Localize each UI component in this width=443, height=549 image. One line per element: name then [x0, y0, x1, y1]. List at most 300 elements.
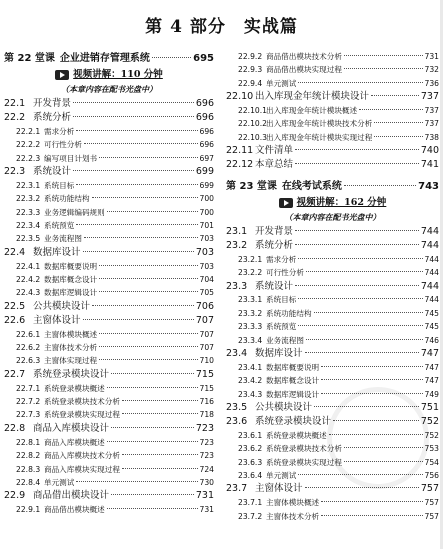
entry-number: 22.9.4	[238, 78, 263, 88]
toc-subsection-entry[interactable]	[226, 320, 439, 333]
entry-page: 744	[424, 268, 439, 278]
entry-number: 22.4.3	[16, 288, 41, 298]
toc-subsection-entry[interactable]	[4, 179, 214, 192]
entry-page: 706	[195, 300, 214, 312]
leader-dots	[76, 130, 197, 131]
toc-section-entry[interactable]	[226, 158, 439, 172]
entry-page: 723	[195, 422, 214, 434]
toc-section-entry[interactable]	[226, 90, 439, 104]
toc-subsection-entry[interactable]	[4, 395, 214, 408]
leader-dots	[83, 251, 194, 252]
entry-page: 710	[199, 356, 214, 366]
leader-dots	[295, 230, 419, 231]
entry-page: 723	[199, 451, 214, 461]
entry-number: 22.6.3	[16, 356, 41, 366]
entry-title: 商品入库模块设计	[33, 422, 110, 434]
entry-page: 746	[424, 335, 439, 345]
chapter-number: 第 22 堂课	[4, 53, 55, 64]
toc-subsection-entry[interactable]	[4, 476, 214, 489]
entry-number: 22.8.2	[16, 451, 41, 461]
entry-page: 715	[199, 383, 214, 393]
entry-page: 737	[424, 106, 439, 116]
entry-number: 23.6.2	[238, 444, 263, 454]
entry-page: 754	[424, 457, 439, 467]
entry-number: 22.3.2	[16, 194, 41, 204]
entry-page: 703	[199, 234, 214, 244]
leader-dots	[344, 185, 416, 186]
cd-note: （本章内容在配书光盘中）	[61, 84, 157, 94]
entry-page: 744	[420, 239, 439, 251]
entry-page: 744	[424, 295, 439, 305]
entry-title: 数据库逻辑设计	[44, 288, 98, 298]
leader-dots	[76, 184, 197, 185]
entry-number: 22.2.3	[16, 153, 41, 163]
entry-number: 23.3.4	[238, 335, 263, 345]
entry-page: 707	[199, 329, 214, 339]
entry-number: 22.10	[226, 91, 254, 103]
video-link[interactable]	[226, 195, 439, 210]
entry-number: 22.1	[4, 98, 26, 109]
toc-section-entry[interactable]	[4, 368, 214, 382]
entry-number: 23.4.1	[238, 362, 263, 372]
leader-dots	[298, 258, 422, 259]
entry-page: 745	[424, 308, 439, 318]
video-link[interactable]	[4, 67, 214, 82]
entry-number: 22.12	[226, 159, 254, 171]
leader-dots	[76, 224, 197, 225]
entry-page: 747	[424, 376, 439, 386]
entry-title: 主窗体技术分析	[266, 511, 320, 521]
toc-section-entry[interactable]	[226, 482, 439, 496]
leader-dots	[92, 305, 194, 306]
leader-dots	[305, 487, 419, 488]
toc-subsection-entry[interactable]	[4, 219, 214, 232]
leader-dots	[76, 481, 197, 482]
entry-page: 731	[199, 505, 214, 515]
toc-subsection-entry[interactable]	[4, 273, 214, 286]
entry-number: 23.3	[226, 280, 248, 292]
entry-page: 701	[199, 221, 214, 231]
leader-dots	[99, 157, 197, 158]
entry-number: 22.8.3	[16, 464, 41, 474]
toc-subsection-entry[interactable]	[4, 341, 214, 354]
toc-subsection-entry[interactable]	[226, 131, 439, 144]
entry-title: 出入库现金年统计模块技术分析	[266, 119, 373, 129]
entry-title: 文件清单	[255, 145, 294, 157]
entry-page: 716	[199, 397, 214, 407]
toc-list-left	[4, 97, 214, 517]
toc-subsection-entry[interactable]	[4, 382, 214, 395]
entry-title: 可行性分析	[266, 268, 304, 278]
chapter-page: 743	[418, 181, 439, 193]
toc-subsection-entry[interactable]	[226, 266, 439, 279]
entry-number: 22.10.3	[238, 132, 267, 142]
entry-number: 22.7.3	[16, 410, 41, 420]
chapter-page: 695	[193, 53, 214, 64]
entry-title: 单元测试	[266, 471, 297, 481]
toc-subsection-entry[interactable]	[4, 232, 214, 245]
toc-section-entry[interactable]	[4, 300, 214, 314]
leader-dots	[111, 427, 194, 428]
entry-page: 731	[424, 52, 439, 61]
entry-page: 751	[420, 402, 439, 414]
entry-title: 业务流程图	[266, 335, 304, 345]
toc-section-entry[interactable]	[4, 97, 214, 111]
part-title: 第 4 部分 实战篇	[145, 17, 298, 37]
toc-subsection-entry[interactable]	[226, 50, 439, 63]
entry-title: 业务流程图	[44, 234, 82, 244]
chapter-title: 在线考试系统	[281, 181, 342, 193]
leader-dots	[374, 136, 422, 137]
entry-title: 数据库设计	[255, 348, 303, 360]
entry-number: 22.6	[4, 314, 26, 326]
entry-title: 出入库现金年统计模块实现过程	[266, 132, 373, 142]
entry-title: 开发背景	[255, 226, 294, 238]
leader-dots	[359, 109, 422, 110]
entry-page: 752	[420, 415, 439, 427]
entry-title: 主窗体技术分析	[44, 343, 98, 353]
leader-dots	[344, 68, 423, 69]
toc-section-entry[interactable]	[4, 489, 214, 503]
entry-page: 732	[424, 65, 439, 75]
entry-title: 主窗体模块概述	[44, 329, 98, 339]
leader-dots	[99, 359, 197, 360]
entry-number: 22.5	[4, 300, 26, 312]
leader-dots	[344, 55, 423, 56]
leader-dots	[107, 441, 198, 442]
leader-dots	[122, 413, 198, 414]
entry-title: 系统功能结构	[44, 194, 90, 204]
entry-title: 系统预览	[44, 221, 75, 231]
entry-number: 23.6.3	[238, 457, 263, 467]
entry-page: 731	[195, 490, 214, 502]
entry-title: 商品借出模块设计	[33, 490, 110, 502]
video-duration: 视频讲解：162 分钟	[296, 197, 387, 209]
leader-dots	[306, 339, 423, 340]
toc-section-entry[interactable]	[226, 239, 439, 253]
leader-dots	[321, 501, 422, 502]
toc-subsection-entry[interactable]	[4, 192, 214, 205]
toc-subsection-entry[interactable]	[4, 328, 214, 341]
leader-dots	[122, 454, 198, 455]
entry-title: 商品入库模块实现过程	[44, 464, 120, 474]
leader-dots	[371, 95, 419, 96]
entry-number: 22.3.3	[16, 207, 41, 217]
entry-title: 系统设计	[33, 165, 72, 177]
toc-subsection-entry[interactable]	[4, 463, 214, 476]
entry-title: 主窗体设计	[33, 314, 81, 326]
entry-title: 单元测试	[266, 78, 297, 88]
toc-section-entry[interactable]	[226, 280, 439, 294]
entry-title: 系统登录模块概述	[44, 383, 105, 393]
chapter-heading[interactable]	[226, 178, 439, 195]
entry-number: 22.3.5	[16, 234, 41, 244]
entry-number: 23.4.3	[238, 389, 263, 399]
entry-title: 商品入库模块概述	[44, 437, 105, 447]
entry-title: 主窗体实现过程	[44, 356, 98, 366]
entry-page: 700	[199, 207, 214, 217]
entry-title: 公共模块设计	[255, 402, 313, 414]
entry-page: 700	[199, 194, 214, 204]
entry-page: 707	[199, 343, 214, 353]
entry-title: 系统登录模块实现过程	[44, 410, 120, 420]
entry-page: 744	[424, 254, 439, 264]
entry-number: 23.2	[226, 239, 248, 251]
entry-title: 系统分析	[255, 239, 294, 251]
video-duration: 视频讲解：110 分钟	[73, 69, 163, 80]
entry-page: 696	[195, 111, 214, 123]
toc-subsection-entry[interactable]	[4, 503, 214, 516]
entry-title: 系统预览	[266, 322, 297, 332]
entry-title: 系统设计	[255, 280, 294, 292]
entry-page: 703	[199, 261, 214, 271]
leader-dots	[298, 325, 422, 326]
toc-section-entry[interactable]	[226, 347, 439, 361]
entry-number: 22.4.1	[16, 261, 41, 271]
entry-number: 22.8.1	[16, 437, 41, 447]
entry-number: 22.7.1	[16, 383, 41, 393]
entry-title: 数据库概要说明	[44, 261, 98, 271]
entry-title: 系统登录模块技术分析	[44, 397, 120, 407]
leader-dots	[107, 387, 198, 388]
chapter-title: 企业进销存管理系统	[59, 53, 150, 64]
video-icon	[55, 70, 69, 80]
leader-dots	[107, 211, 198, 212]
entry-page: 747	[420, 348, 439, 360]
toc-subsection-entry[interactable]	[226, 361, 439, 374]
entry-number: 22.9	[4, 490, 26, 502]
toc-subsection-entry[interactable]	[226, 104, 439, 117]
entry-number: 23.2.2	[238, 268, 263, 278]
entry-title: 需求分析	[44, 126, 75, 136]
toc-section-entry[interactable]	[4, 422, 214, 436]
chapter-heading[interactable]	[4, 50, 214, 67]
toc-subsection-entry[interactable]	[226, 496, 439, 509]
toc-subsection-entry[interactable]	[4, 408, 214, 421]
entry-page: 744	[420, 226, 439, 238]
toc-subsection-entry[interactable]	[4, 138, 214, 151]
leader-dots	[84, 237, 198, 238]
entry-title: 系统登录模块概述	[266, 430, 327, 440]
entry-number: 23.3.3	[238, 322, 263, 332]
entry-page: 737	[424, 119, 439, 129]
entry-number: 22.3.1	[16, 180, 41, 190]
entry-page: 747	[424, 362, 439, 372]
entry-page: 703	[195, 246, 214, 258]
leader-dots	[374, 122, 422, 123]
toc-column-left	[4, 50, 214, 517]
entry-title: 主窗体模块概述	[266, 498, 320, 508]
chapter-number: 第 23 堂课	[226, 181, 277, 193]
toc-subsection-entry[interactable]	[4, 354, 214, 367]
toc-subsection-entry[interactable]	[226, 293, 439, 306]
toc-subsection-entry[interactable]	[4, 260, 214, 273]
entry-title: 开发背景	[33, 98, 72, 109]
toc-subsection-entry[interactable]	[226, 510, 439, 523]
entry-page: 741	[420, 159, 439, 171]
entry-page: 749	[424, 389, 439, 399]
entry-title: 数据库逻辑设计	[266, 389, 320, 399]
toc-section-entry[interactable]	[4, 246, 214, 260]
leader-dots	[99, 333, 197, 334]
toc-subsection-entry[interactable]	[226, 307, 439, 320]
toc-subsection-entry[interactable]	[4, 436, 214, 449]
entry-title: 系统登录模块实现过程	[266, 457, 342, 467]
entry-number: 23.3.1	[238, 295, 263, 305]
entry-page: 736	[424, 78, 439, 88]
leader-dots	[295, 285, 419, 286]
entry-number: 23.5	[226, 402, 248, 414]
toc-subsection-entry[interactable]	[226, 253, 439, 266]
entry-page: 718	[199, 410, 214, 420]
entry-number: 23.2.1	[238, 254, 263, 264]
entry-number: 23.1	[226, 226, 248, 238]
entry-number: 22.8.4	[16, 477, 41, 487]
leader-dots	[83, 319, 194, 320]
entry-page: 699	[195, 165, 214, 177]
leader-dots	[295, 244, 419, 245]
entry-number: 23.4.2	[238, 376, 263, 386]
leader-dots	[122, 400, 198, 401]
toc-subsection-entry[interactable]	[4, 286, 214, 299]
entry-page: 723	[199, 437, 214, 447]
entry-title: 出入库现金年统计模块设计	[255, 91, 370, 103]
entry-title: 需求分析	[266, 254, 297, 264]
toc-section-entry[interactable]	[4, 165, 214, 179]
entry-number: 22.4	[4, 246, 26, 258]
leader-dots	[84, 143, 198, 144]
entry-number: 22.9.2	[238, 52, 263, 61]
entry-number: 23.4	[226, 348, 248, 360]
leader-dots	[73, 116, 194, 117]
entry-title: 可行性分析	[44, 140, 82, 150]
entry-number: 22.2	[4, 111, 26, 123]
entry-page: 757	[424, 511, 439, 521]
toc-subsection-entry[interactable]	[226, 334, 439, 347]
entry-title: 数据库设计	[33, 246, 81, 258]
leader-dots	[298, 298, 422, 299]
entry-page: 757	[420, 483, 439, 495]
entry-title: 主窗体设计	[255, 483, 303, 495]
leader-dots	[73, 102, 194, 103]
entry-title: 商品入库模块技术分析	[44, 451, 120, 461]
entry-number: 22.2.2	[16, 140, 41, 150]
entry-number: 22.9.3	[238, 65, 263, 75]
entry-title: 系统目标	[266, 295, 297, 305]
entry-title: 数据库概念设计	[266, 376, 320, 386]
toc-subsection-entry[interactable]	[4, 449, 214, 462]
entry-page: 737	[420, 91, 439, 103]
entry-number: 22.8	[4, 422, 26, 434]
toc-subsection-entry[interactable]	[4, 206, 214, 219]
entry-number: 22.2.1	[16, 126, 41, 136]
leader-dots	[295, 149, 419, 150]
entry-title: 系统登录模块设计	[33, 368, 110, 380]
toc-subsection-entry[interactable]	[226, 374, 439, 387]
entry-page: 756	[424, 471, 439, 481]
toc-subsection-entry[interactable]	[226, 77, 439, 90]
toc-subsection-entry[interactable]	[226, 117, 439, 130]
entry-page: 696	[199, 126, 214, 136]
toc-subsection-entry[interactable]	[4, 152, 214, 165]
entry-number: 22.3	[4, 165, 26, 177]
entry-number: 23.7	[226, 483, 248, 495]
toc-subsection-entry[interactable]	[4, 125, 214, 138]
entry-number: 22.6.1	[16, 329, 41, 339]
toc-section-entry[interactable]	[226, 225, 439, 239]
entry-page: 704	[199, 275, 214, 285]
entry-title: 系统分析	[33, 111, 72, 123]
entry-title: 业务逻辑编码规则	[44, 207, 105, 217]
leader-dots	[152, 57, 191, 58]
entry-number: 22.6.2	[16, 343, 41, 353]
entry-page: 740	[420, 145, 439, 157]
entry-number: 22.3.4	[16, 221, 41, 231]
leader-dots	[99, 265, 197, 266]
entry-title: 商品借出模块实现过程	[266, 65, 342, 75]
entry-title: 本章总结	[255, 159, 294, 171]
entry-title: 公共模块设计	[33, 300, 91, 312]
leader-dots	[321, 379, 422, 380]
entry-title: 商品借出模块概述	[44, 505, 105, 515]
toc-subsection-entry[interactable]	[226, 63, 439, 76]
leader-dots	[306, 271, 423, 272]
entry-page: 696	[199, 140, 214, 150]
entry-page: 715	[195, 368, 214, 380]
entry-title: 系统目标	[44, 180, 75, 190]
toc-section-entry[interactable]	[226, 144, 439, 158]
entry-number: 23.3.2	[238, 308, 263, 318]
entry-page: 753	[424, 444, 439, 454]
watermark-stamp	[327, 387, 429, 489]
entry-number: 23.7.1	[238, 498, 263, 508]
entry-page: 744	[420, 280, 439, 292]
entry-page: 730	[199, 477, 214, 487]
entry-number: 23.6.1	[238, 430, 263, 440]
entry-page: 697	[199, 153, 214, 163]
leader-dots	[111, 494, 194, 495]
entry-number: 23.6.4	[238, 471, 263, 481]
leader-dots	[73, 170, 194, 171]
video-icon	[279, 198, 293, 208]
leader-dots	[99, 346, 197, 347]
entry-number: 22.10.1	[238, 106, 267, 116]
entry-number: 22.7.2	[16, 397, 41, 407]
entry-title: 数据库概念设计	[44, 275, 98, 285]
leader-dots	[92, 197, 198, 198]
leader-dots	[107, 508, 198, 509]
entry-number: 22.9.1	[16, 505, 41, 515]
leader-dots	[122, 468, 198, 469]
entry-page: 724	[199, 464, 214, 474]
entry-page: 745	[424, 322, 439, 332]
toc-section-entry[interactable]	[4, 111, 214, 125]
leader-dots	[99, 278, 197, 279]
entry-page: 738	[424, 132, 439, 142]
entry-page: 705	[199, 288, 214, 298]
entry-title: 单元测试	[44, 477, 75, 487]
entry-title: 系统登录模块设计	[255, 415, 332, 427]
leader-dots	[298, 82, 422, 83]
entry-number: 23.7.2	[238, 511, 263, 521]
entry-number: 23.6	[226, 415, 248, 427]
toc-section-entry[interactable]	[4, 314, 214, 328]
entry-page: 752	[424, 430, 439, 440]
entry-number: 22.7	[4, 368, 26, 380]
entry-title: 系统登录模块技术分析	[266, 444, 342, 454]
entry-title: 系统功能结构	[266, 308, 312, 318]
entry-page: 707	[195, 314, 214, 326]
